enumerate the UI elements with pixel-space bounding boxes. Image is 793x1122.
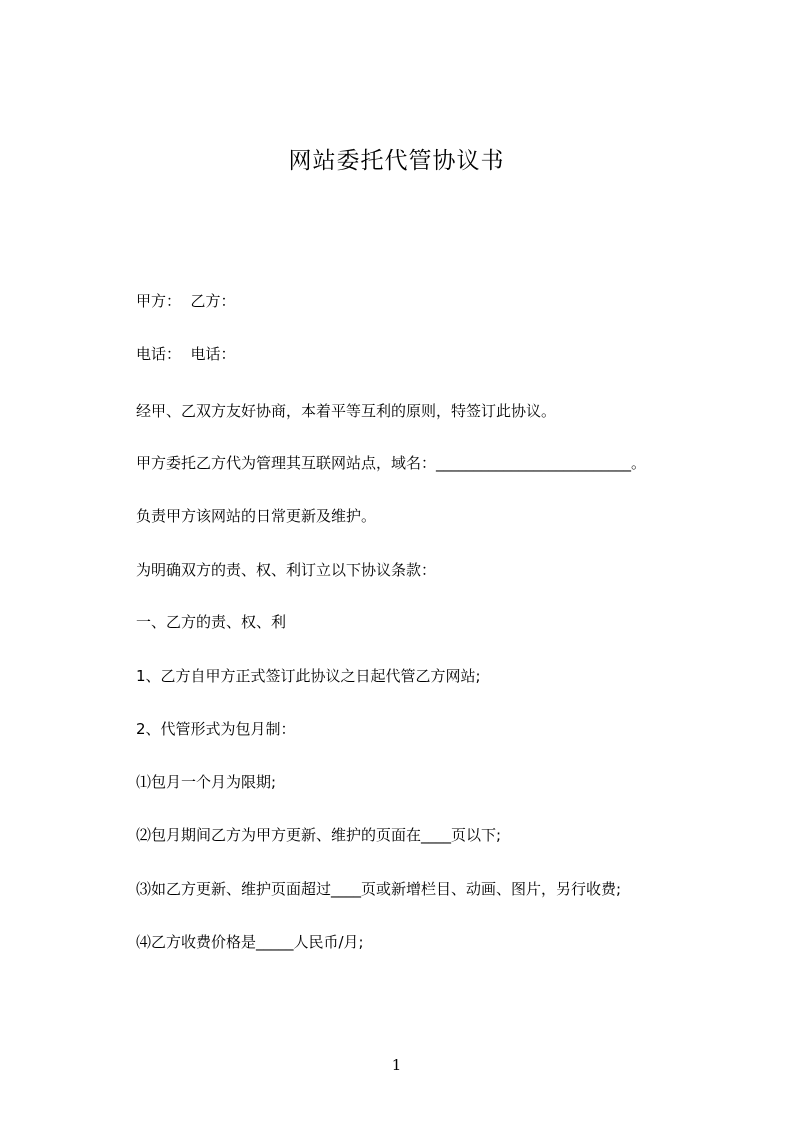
domain-paragraph: 甲方委托乙方代为管理其互联网站点，域名：__________________________。 bbox=[136, 454, 647, 472]
clause-2-item-1: ⑴包月一个月为限期; bbox=[136, 773, 277, 791]
intro-paragraph: 经甲、乙双方友好协商，本着平等互利的原则，特签订此协议。 bbox=[136, 402, 557, 420]
section-heading: 一、乙方的责、权、利 bbox=[136, 613, 287, 631]
party-line: 甲方： 乙方： bbox=[136, 292, 236, 310]
clauses-intro: 为明确双方的责、权、利订立以下协议条款： bbox=[136, 561, 437, 579]
clause-2-item-2: ⑵包月期间乙方为甲方更新、维护的页面在____页以下; bbox=[136, 826, 502, 844]
maintenance-paragraph: 负责甲方该网站的日常更新及维护。 bbox=[136, 507, 377, 525]
page-number: 1 bbox=[391, 1056, 402, 1074]
document-title: 网站委托代管协议书 bbox=[288, 148, 505, 174]
clause-2-item-3: ⑶如乙方更新、维护页面超过____页或新增栏目、动画、图片，另行收费; bbox=[136, 880, 622, 898]
clause-1: 1、乙方自甲方正式签订此协议之日起代管乙方网站; bbox=[136, 667, 481, 685]
phone-line: 电话： 电话： bbox=[136, 345, 236, 363]
clause-2: 2、代管形式为包月制： bbox=[136, 720, 296, 738]
clause-2-item-4: ⑷乙方收费价格是_____人民币/月; bbox=[136, 933, 364, 951]
